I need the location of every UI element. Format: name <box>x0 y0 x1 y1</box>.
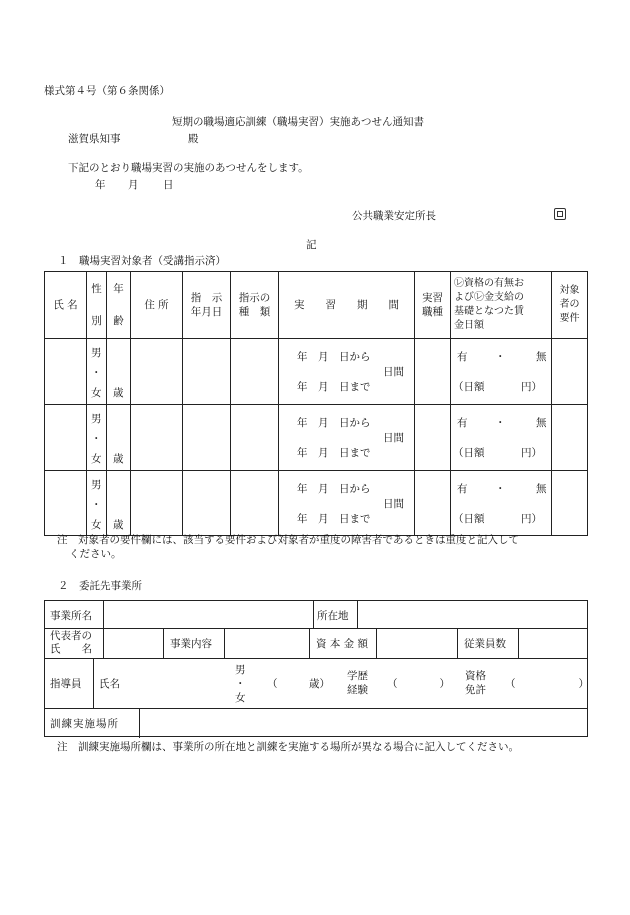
representative-label: 代表者の 氏 名 <box>50 630 92 655</box>
cell-name[interactable] <box>45 339 87 405</box>
date-year: 年 <box>95 179 106 191</box>
header-sex: 性 別 <box>87 272 107 339</box>
cell-qualification[interactable]: 有 ・ 無 （日額 円） <box>451 471 552 536</box>
seal-icon <box>554 208 566 223</box>
header-age: 年 齢 <box>107 272 131 339</box>
business-field[interactable] <box>225 629 308 658</box>
license-field[interactable]: （ ） <box>505 678 589 690</box>
ki-label: 記 <box>306 239 317 251</box>
sender: 公共職業安定所長 <box>352 210 436 222</box>
cell-period[interactable]: 年 月 日から 日間 年 月 日まで <box>279 339 415 405</box>
license-label: 資格 免許 <box>465 670 486 696</box>
education-label: 学歴 経験 <box>347 670 368 696</box>
training-place-field[interactable] <box>140 709 587 736</box>
cell-age[interactable]: 歳 <box>107 471 131 536</box>
form-number: 様式第４号（第６条関係） <box>44 85 170 97</box>
honorific: 殿 <box>188 133 199 145</box>
instructor-label: 指導員 <box>50 678 82 690</box>
trainee-table <box>44 271 588 536</box>
cell-sex[interactable]: 男 ・ 女 <box>87 339 107 405</box>
cell-qualification[interactable]: 有 ・ 無 （日額 円） <box>451 339 552 405</box>
cell-directive-type[interactable] <box>231 339 279 405</box>
cell-name[interactable] <box>45 405 87 471</box>
cell-address[interactable] <box>131 339 183 405</box>
header-address: 住 所 <box>131 272 183 339</box>
cell-period[interactable]: 年 月 日から 日間 年 月 日まで <box>279 471 415 536</box>
header-requirement: 対象 者の 要件 <box>552 272 588 339</box>
cell-directive-date[interactable] <box>183 405 231 471</box>
location-label: 所在地 <box>317 610 349 622</box>
cell-sex[interactable]: 男 ・ 女 <box>87 471 107 536</box>
table-row <box>45 405 588 471</box>
cell-job-type[interactable] <box>415 471 451 536</box>
cell-period[interactable]: 年 月 日から 日間 年 月 日まで <box>279 405 415 471</box>
capital-field[interactable] <box>377 629 456 658</box>
representative-field[interactable] <box>104 629 162 658</box>
business-label: 事業内容 <box>170 638 212 650</box>
cell-age[interactable]: 歳 <box>107 339 131 405</box>
cell-job-type[interactable] <box>415 405 451 471</box>
cell-directive-type[interactable] <box>231 471 279 536</box>
cell-requirement[interactable] <box>552 405 588 471</box>
addressee: 滋賀県知事 <box>68 133 121 145</box>
date-month: 月 <box>128 179 139 191</box>
office-table <box>44 600 588 737</box>
instructor-female: 女 <box>235 692 246 704</box>
instructor-name-label: 氏名 <box>99 678 120 690</box>
header-qualification: ㋹資格の有無お よび㋹金支給の 基礎となつた賃 金日額 <box>451 272 552 339</box>
employees-label: 従業員数 <box>464 638 506 650</box>
cell-directive-date[interactable] <box>183 339 231 405</box>
employees-field[interactable] <box>519 629 587 658</box>
training-place-label: 訓練実施場所 <box>50 718 119 730</box>
table-row <box>45 339 588 405</box>
note1-line2: ください。 <box>69 548 122 560</box>
cell-directive-type[interactable] <box>231 405 279 471</box>
table-row <box>45 471 588 536</box>
cell-qualification[interactable]: 有 ・ 無 （日額 円） <box>451 405 552 471</box>
cell-name[interactable] <box>45 471 87 536</box>
note1-line1: 注 対象者の要件欄には、該当する要件および対象者が重度の障害者であるときは重度と記入して <box>57 534 519 546</box>
header-directive-type: 指示の 種 類 <box>231 272 279 339</box>
header-period: 実 習 期 間 <box>279 272 415 339</box>
instructor-dot: ・ <box>235 678 246 690</box>
header-name: 氏 名 <box>45 272 87 339</box>
header-job-type: 実習 職種 <box>415 272 451 339</box>
location-field[interactable] <box>358 601 587 628</box>
cell-job-type[interactable] <box>415 339 451 405</box>
capital-label: 資 本 金 額 <box>316 638 369 650</box>
cell-age[interactable]: 歳 <box>107 405 131 471</box>
section2-title: ２ 委託先事業所 <box>58 580 142 592</box>
cell-address[interactable] <box>131 405 183 471</box>
note2: 注 訓練実施場所欄は、事業所の所在地と訓練を実施する場所が異なる場合に記入してください。 <box>57 741 519 753</box>
document-title: 短期の職場適応訓練（職場実習）実施あつせん通知書 <box>172 116 424 128</box>
office-name-label: 事業所名 <box>50 610 92 622</box>
date-day: 日 <box>163 179 174 191</box>
section1-title: １ 職場実習対象者（受講指示済） <box>58 255 226 267</box>
office-name-field[interactable] <box>104 601 312 628</box>
header-directive-date: 指 示 年月日 <box>183 272 231 339</box>
cell-requirement[interactable] <box>552 339 588 405</box>
cell-directive-date[interactable] <box>183 471 231 536</box>
education-field[interactable]: （ ） <box>387 678 450 690</box>
cell-requirement[interactable] <box>552 471 588 536</box>
instructor-male: 男 <box>235 664 246 676</box>
intro-text: 下記のとおり職場実習の実施のあつせんをします。 <box>68 162 309 174</box>
instructor-age[interactable]: （ 歳） <box>267 678 330 690</box>
cell-address[interactable] <box>131 471 183 536</box>
cell-sex[interactable]: 男 ・ 女 <box>87 405 107 471</box>
